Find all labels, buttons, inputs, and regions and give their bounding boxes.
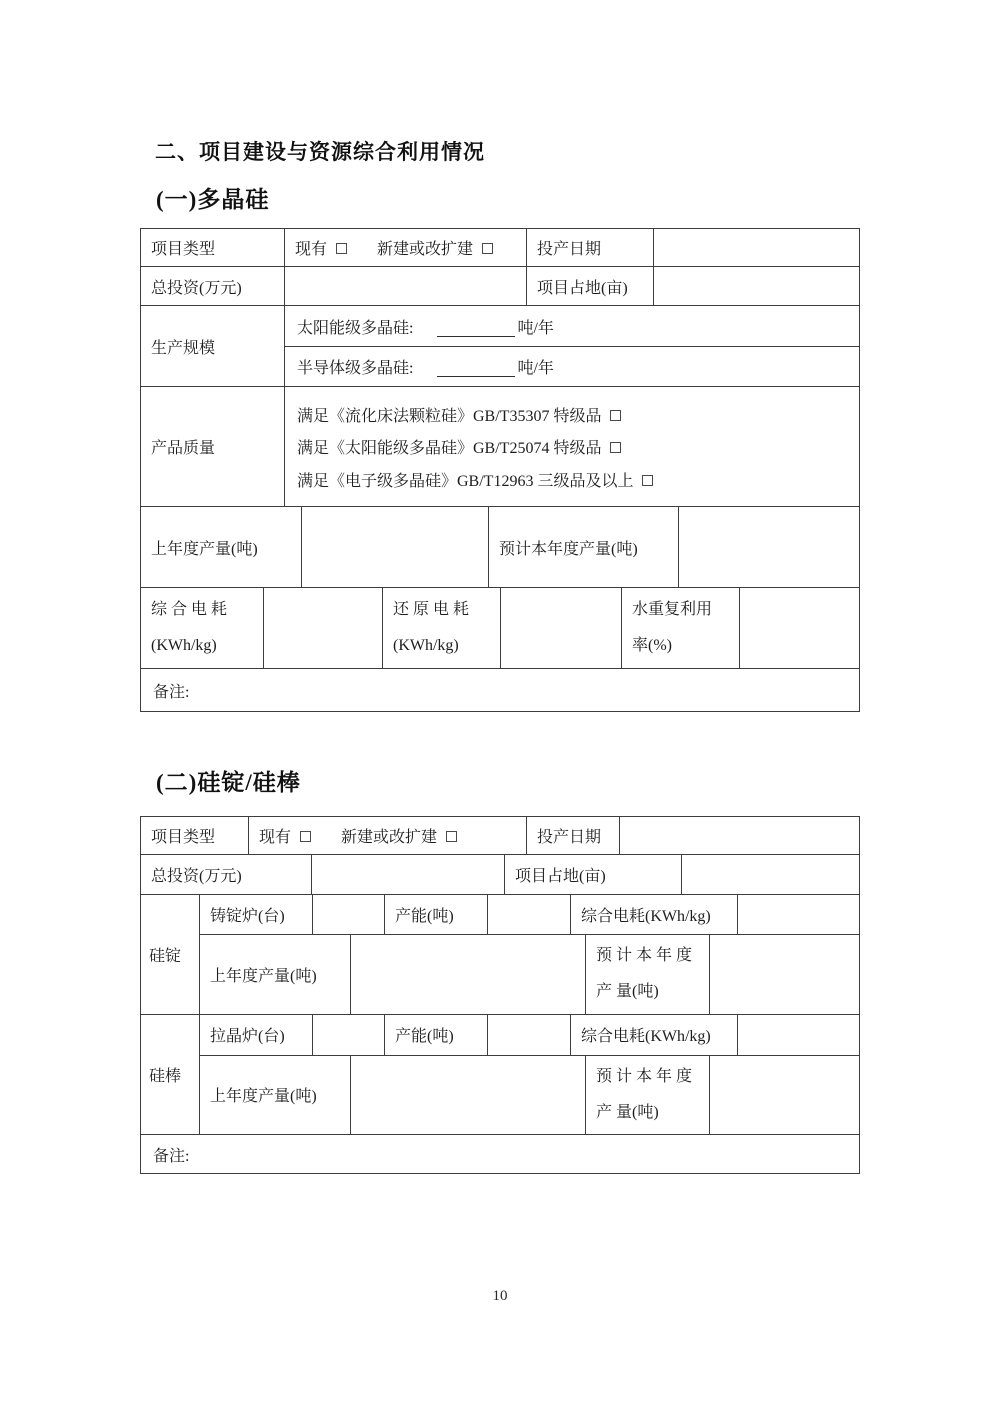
- project-type-options: [248, 817, 526, 854]
- quality-option-3-label: 满足《电子级多晶硅》GB/T12963 三级品及以上: [297, 472, 634, 490]
- ingot-capacity-label: 产能(吨): [384, 895, 487, 934]
- solar-grade-label: 太阳能级多晶硅:: [297, 319, 414, 337]
- rod-label: 硅棒: [149, 1068, 182, 1085]
- total-investment-label: 总投资(万元): [151, 279, 242, 297]
- rod-output-row: [200, 1055, 859, 1134]
- existing-label: 现有: [295, 241, 328, 258]
- ingot-power-input[interactable]: [737, 895, 859, 934]
- comprehensive-power-label: [141, 588, 263, 668]
- casting-furnace-label: 铸锭炉(台): [210, 907, 285, 925]
- existing-checkbox[interactable]: [336, 243, 347, 254]
- semi-grade-cell: [285, 347, 859, 386]
- water-reuse-line2: 率(%): [632, 637, 672, 654]
- quality-option-2: [297, 435, 621, 458]
- ingot-stack: [199, 895, 859, 1014]
- product-quality-label: 产品质量: [151, 440, 216, 457]
- rod-expected-output-line1: 预 计 本 年 度: [596, 1067, 693, 1085]
- ingot-expected-output-label: [585, 935, 709, 1014]
- remarks-cell[interactable]: [141, 669, 859, 711]
- table-row: [141, 229, 859, 266]
- subsection-polysilicon-title: (一)多晶硅: [156, 187, 270, 212]
- reduction-power-label: [382, 588, 500, 668]
- ingot-power-label: 综合电耗(KWh/kg): [570, 895, 737, 934]
- ingot-capacity-input[interactable]: [487, 895, 570, 934]
- total-investment-label: 总投资(万元): [151, 868, 242, 885]
- rod-capacity-label: 产能(吨): [384, 1015, 487, 1055]
- last-year-output-input[interactable]: [301, 507, 488, 587]
- table-row: [141, 854, 859, 894]
- power-consumption-row: [141, 587, 859, 668]
- product-quality-row: [141, 386, 859, 506]
- ingot-rod-table: [140, 816, 860, 1174]
- total-investment-input[interactable]: [311, 855, 504, 894]
- quality-option-3: [297, 468, 653, 491]
- section-title: 二、项目建设与资源综合利用情况: [155, 141, 485, 164]
- water-reuse-line1: 水重复利用: [632, 601, 713, 618]
- rod-last-year-output-label: 上年度产量(吨): [210, 1088, 317, 1106]
- water-reuse-label: [621, 588, 739, 668]
- output-row: [141, 506, 859, 587]
- project-type-label: 项目类型: [151, 829, 216, 846]
- remarks-row: [141, 1134, 859, 1173]
- rod-expected-output-label: [585, 1056, 709, 1134]
- ingot-expected-output-line2: 产 量(吨): [596, 983, 659, 1001]
- quality-option-3-checkbox[interactable]: [642, 475, 653, 486]
- newbuild-checkbox[interactable]: [446, 831, 457, 842]
- production-date-input[interactable]: [619, 817, 859, 854]
- product-quality-options: [284, 387, 859, 506]
- production-scale-row: [141, 305, 859, 386]
- comprehensive-power-input[interactable]: [263, 588, 382, 668]
- table-row: [141, 266, 859, 305]
- ingot-last-year-output-label: 上年度产量(吨): [210, 967, 317, 985]
- rod-capacity-input[interactable]: [487, 1015, 570, 1055]
- remarks-cell[interactable]: [141, 1135, 859, 1173]
- water-reuse-input[interactable]: [739, 588, 859, 668]
- land-label: 项目占地(亩): [504, 855, 681, 894]
- production-scale-label: 生产规模: [151, 339, 216, 357]
- ingot-label: 硅锭: [149, 948, 182, 965]
- rod-power-input[interactable]: [737, 1015, 859, 1055]
- solar-grade-row: [285, 306, 859, 346]
- total-investment-input[interactable]: [284, 267, 526, 305]
- semi-capacity-blank-field[interactable]: [437, 360, 515, 377]
- production-date-label: 投产日期: [526, 817, 619, 854]
- rod-expected-output-input[interactable]: [709, 1056, 859, 1134]
- expected-output-input[interactable]: [678, 507, 859, 587]
- per-year-unit: 吨/年: [517, 360, 554, 378]
- remarks-label: 备注:: [153, 1147, 190, 1165]
- quality-option-2-label: 满足《太阳能级多晶硅》GB/T25074 特级品: [297, 440, 602, 457]
- quality-option-2-checkbox[interactable]: [610, 442, 621, 453]
- reduction-power-line2: (KWh/kg): [393, 637, 459, 654]
- ingot-last-year-output-input[interactable]: [350, 935, 585, 1014]
- ingot-furnace-count-input[interactable]: [312, 895, 384, 934]
- solar-grade-cell: [285, 306, 859, 346]
- reduction-power-line1: 还 原 电 耗: [393, 601, 470, 618]
- production-date-label: 投产日期: [526, 229, 653, 266]
- quality-option-1: [297, 403, 621, 426]
- last-year-output-label: 上年度产量(吨): [151, 540, 258, 558]
- ingot-expected-output-line1: 预 计 本 年 度: [596, 947, 693, 965]
- rod-group-row: [141, 1014, 859, 1134]
- existing-label: 现有: [259, 829, 292, 846]
- rod-furnace-count-input[interactable]: [312, 1015, 384, 1055]
- land-input[interactable]: [681, 855, 859, 894]
- project-type-label: 项目类型: [151, 241, 216, 258]
- ingot-group-row: [141, 894, 859, 1014]
- existing-checkbox[interactable]: [300, 831, 311, 842]
- land-label: 项目占地(亩): [526, 267, 653, 305]
- page-number: 10: [492, 1288, 508, 1304]
- rod-furnace-row: [200, 1015, 859, 1055]
- solar-capacity-blank-field[interactable]: [437, 320, 515, 337]
- semi-grade-label: 半导体级多晶硅:: [297, 360, 414, 378]
- table-row: [141, 817, 859, 854]
- newbuild-label: 新建或改扩建: [341, 829, 438, 846]
- subsection-ingot-rod-title: (二)硅锭/硅棒: [156, 770, 301, 795]
- rod-last-year-output-input[interactable]: [350, 1056, 585, 1134]
- production-scale-stack: [284, 306, 859, 386]
- quality-option-1-checkbox[interactable]: [610, 410, 621, 421]
- ingot-furnace-row: [200, 895, 859, 934]
- rod-stack: [199, 1015, 859, 1134]
- semi-grade-row: [285, 346, 859, 386]
- comprehensive-power-line1: 综 合 电 耗: [151, 601, 228, 618]
- newbuild-checkbox[interactable]: [482, 243, 493, 254]
- quality-option-1-label: 满足《流化床法颗粒硅》GB/T35307 特级品: [297, 407, 602, 425]
- ingot-output-row: [200, 934, 859, 1014]
- newbuild-label: 新建或改扩建: [377, 241, 474, 258]
- polysilicon-table: [140, 228, 860, 712]
- pulling-furnace-label: 拉晶炉(台): [210, 1028, 285, 1046]
- expected-output-label: 预计本年度产量(吨): [488, 507, 678, 587]
- project-type-options: [284, 229, 526, 266]
- reduction-power-input[interactable]: [500, 588, 621, 668]
- rod-expected-output-line2: 产 量(吨): [596, 1103, 659, 1121]
- comprehensive-power-line2: (KWh/kg): [151, 637, 217, 654]
- rod-power-label: 综合电耗(KWh/kg): [570, 1015, 737, 1055]
- production-date-input[interactable]: [653, 229, 859, 266]
- land-input[interactable]: [653, 267, 859, 305]
- per-year-unit: 吨/年: [517, 319, 554, 337]
- remarks-row: [141, 668, 859, 711]
- ingot-expected-output-input[interactable]: [709, 935, 859, 1014]
- remarks-label: 备注:: [153, 683, 190, 701]
